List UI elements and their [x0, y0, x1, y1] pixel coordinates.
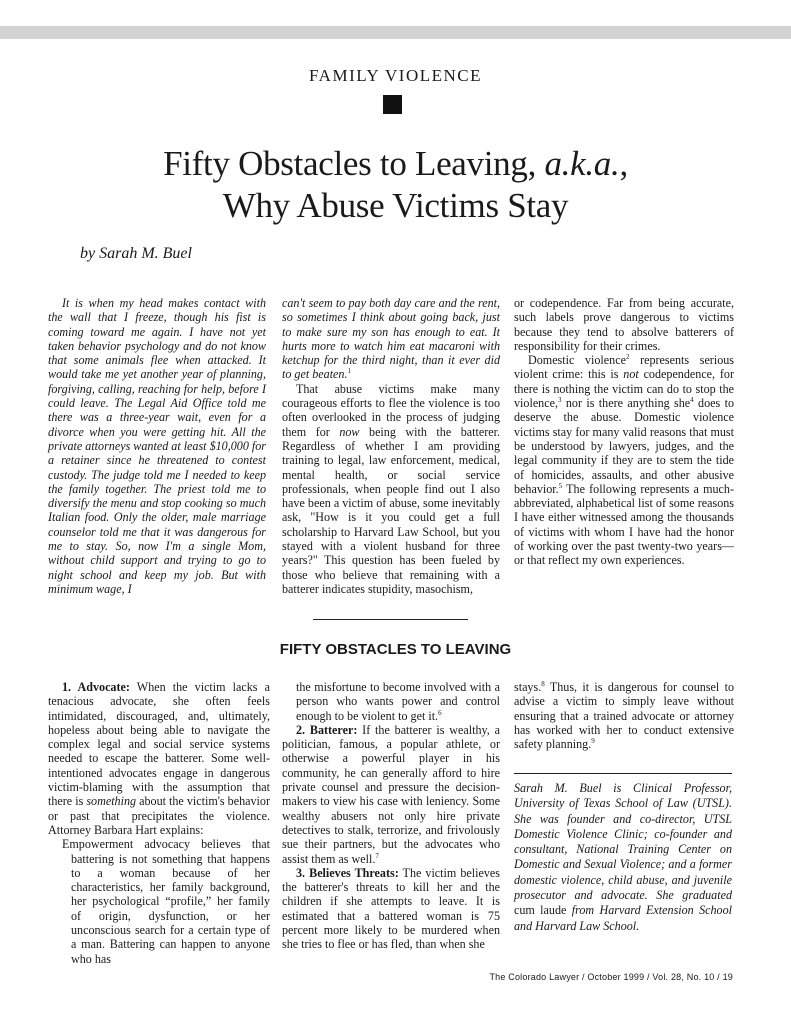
footnote-ref-8: 8 [541, 679, 545, 688]
footnote-ref-9: 9 [591, 737, 595, 746]
title-line-2: Why Abuse Victims Stay [222, 186, 569, 225]
list-column-2 [282, 680, 500, 952]
p4-emphasis: not [623, 367, 639, 382]
intro-paragraph-3: or codependence. Far from being accurate, such labels prove dangerous to victims because they tend to absolve batterers of responsibility for their crimes. [514, 296, 734, 353]
block-quote-part-2 [296, 680, 500, 723]
p2-text-b: being with the batterer. Regardless of whether I am providing training to legal, law enforcement, medical, mental health, or social service professionals, when people find out I also have been a victim of abuse, some inevitably ask, "How is it you could get a full scholarship to Harvard Law School, but you stayed with a violent husband for three years?" This question has been fueled by those who believe that remaining with a batterer indicates stupidity, masochism, [282, 424, 500, 596]
list-column-3 [514, 680, 734, 751]
intro-column-1 [48, 296, 266, 596]
intro-column-3 [514, 296, 734, 568]
title-line-1 [0, 143, 791, 185]
p4-text-e: does to deserve the abuse. Domestic violence victims stay for many valid reasons that must be understood by lawyers, judges, and the legal community if they are to stem the tide of homicides, assaults, and other abusive behavior. [514, 396, 734, 496]
item-1-label: 1. Advocate: [62, 680, 130, 694]
item-1-emphasis: something [86, 794, 137, 809]
section-label: FAMILY VIOLENCE [308, 66, 482, 85]
list-item-3-continued [514, 680, 734, 751]
list-item-2 [282, 723, 500, 866]
p2-emphasis: now [339, 424, 360, 439]
item-1-text-b: about the victim's behavior or past that precipitates the violence. Attorney Barbara Hart explains: [48, 794, 270, 837]
intro-paragraph-2 [282, 382, 500, 596]
intro-column-2 [282, 296, 500, 596]
bio-cum-laude: cum laude [514, 903, 567, 918]
list-heading: FIFTY OBSTACLES TO LEAVING [279, 641, 512, 658]
title-suffix: , [619, 144, 628, 183]
footnote-ref-2: 2 [625, 353, 630, 362]
p4-text-d: nor is there anything she [561, 396, 691, 411]
block-quote-part-1 [62, 837, 270, 966]
epigraph-part-1: It is when my head makes contact with the wall that I freeze, though his fist is coming toward me again. I have not yet taken behavior psychology and do not know that some animals flee when attacked. It would take me yet another year of planning, forgiving, calling, reaching for help, before I could leave. The Legal Aid Office told me there was a three-year wait, even for a divorce when you were getting hit. All the private attorneys wanted at least $10,000 for a retainer since he threatened to contest custody. The judge told me I needed to keep the family together. The priest told me to diversify the menu and stop cooking so much Italian food. Only the older, male marriage counselor told me that it was dangerous for me to stay. So, now I'm a single Mom, without child support and trying to go to night school and keep my job. But with minimum wage, I [48, 296, 267, 596]
page-footer: The Colorado Lawyer / October 1999 / Vol. 28, No. 10 / 19 [489, 972, 733, 982]
item-2-text: If the batterer is wealthy, a politician, famous, a popular athlete, or otherwise a powerful player in his community, he can generally afford to hire private counsel and pressure the decision-makers to view his case with leniency. Some wealthy abusers not only hire private detectives to stalk, terrorize, and frivolously sue their partners, but the advocates who assist them as well. [282, 722, 500, 866]
bio-text-b: from Harvard Extension School and Harvard Law School. [514, 903, 732, 933]
p4-text-f: The following represents a much-abbreviated, alphabetical list of some reasons I have either witnessed among the thousands of victims with whom I have had the honor of working over the past twenty-two years—or that reflect my own experiences. [514, 481, 734, 568]
quote-text-a: Empowerment advocacy believes that battering is not something that happens to a woman because of her characteristics, her family background, her psychological “profile,” her family of origin, dysfunction, or her unconscious search for a certain type of a man. Battering can happen to anyone who has [62, 837, 270, 966]
p2-text-a: That abuse victims make many courageous efforts to flee the violence is too often overlooked in the process of judging them for [282, 381, 500, 439]
section-divider [313, 619, 468, 620]
item-3-label: 3. Believes Threats: [296, 865, 399, 880]
footnote-ref-6: 6 [438, 708, 442, 717]
footnote-ref-5: 5 [558, 481, 563, 490]
quote-text-b: the misfortune to become involved with a person who wants power and control enough to be violent to get it. [296, 680, 500, 723]
p4-text-b: represents serious violent crime: this is [514, 353, 734, 382]
intro-paragraph-4 [514, 353, 734, 567]
footnote-ref-3: 3 [558, 396, 562, 405]
section-square-icon [383, 95, 402, 114]
article-title [0, 143, 791, 227]
byline: by Sarah M. Buel [80, 245, 192, 262]
epigraph-part-2 [282, 296, 500, 382]
p4-text-c: codependence, for there is nothing the victim can do to stop the violence, [514, 367, 734, 411]
item-3-text-c: Thus, it is dangerous for counsel to advise a victim to simply leave without ensuring that a trained advocate or attorney has worked with her to conduct extensive safety planning. [514, 680, 734, 752]
bio-text-a: Sarah M. Buel is Clinical Professor, University of Texas School of Law (UTSL). She was founder and co-director, UTSL Domestic Violence Clinic; co-founder and consultant, National Training Center on Domestic and Sexual Violence; and a former domestic violence, child abuse, and juvenile prosecutor and advocate. She graduated [514, 781, 732, 903]
epigraph-text: can't seem to pay both day care and the rent, so sometimes I think about going back, just to make sure my son has enough to eat. It hurts more to watch him eat macaroni with ketchup for the third night, than it ever did to get beaten. [282, 296, 500, 382]
bio-divider [514, 773, 732, 774]
title-prefix: Fifty Obstacles to Leaving, [163, 144, 545, 183]
item-3-text-a: The victim believes the batterer's threats to kill her and the children if she attempts to leave. It is estimated that a battered woman is 75 percent more likely to be murdered when she tries to flee or has fled, than when she [282, 865, 500, 952]
quote-end [296, 680, 500, 723]
footnote-ref-7: 7 [375, 851, 379, 860]
p4-text-a: Domestic violence [528, 353, 626, 368]
footnote-ref-4: 4 [690, 396, 694, 405]
item-1-text-a: When the victim lacks a tenacious advocate, she often feels intimidated, discouraged, and, ultimately, hopeless about being able to navigate the complex legal and social service systems needed to escape the batterer. Some well-intentioned advocates engage in dangerous victim-blaming with the assumption that there is [48, 680, 270, 809]
item-2-label: 2. Batterer: [296, 722, 358, 737]
author-bio [514, 781, 732, 934]
list-item-1 [48, 680, 270, 837]
item-3-text-b: stays. [514, 680, 542, 694]
list-column-1 [48, 680, 270, 966]
title-aka: a.k.a. [544, 144, 620, 183]
footnote-ref-1: 1 [347, 367, 351, 376]
top-gray-bar [0, 26, 791, 39]
list-item-3 [282, 866, 500, 952]
